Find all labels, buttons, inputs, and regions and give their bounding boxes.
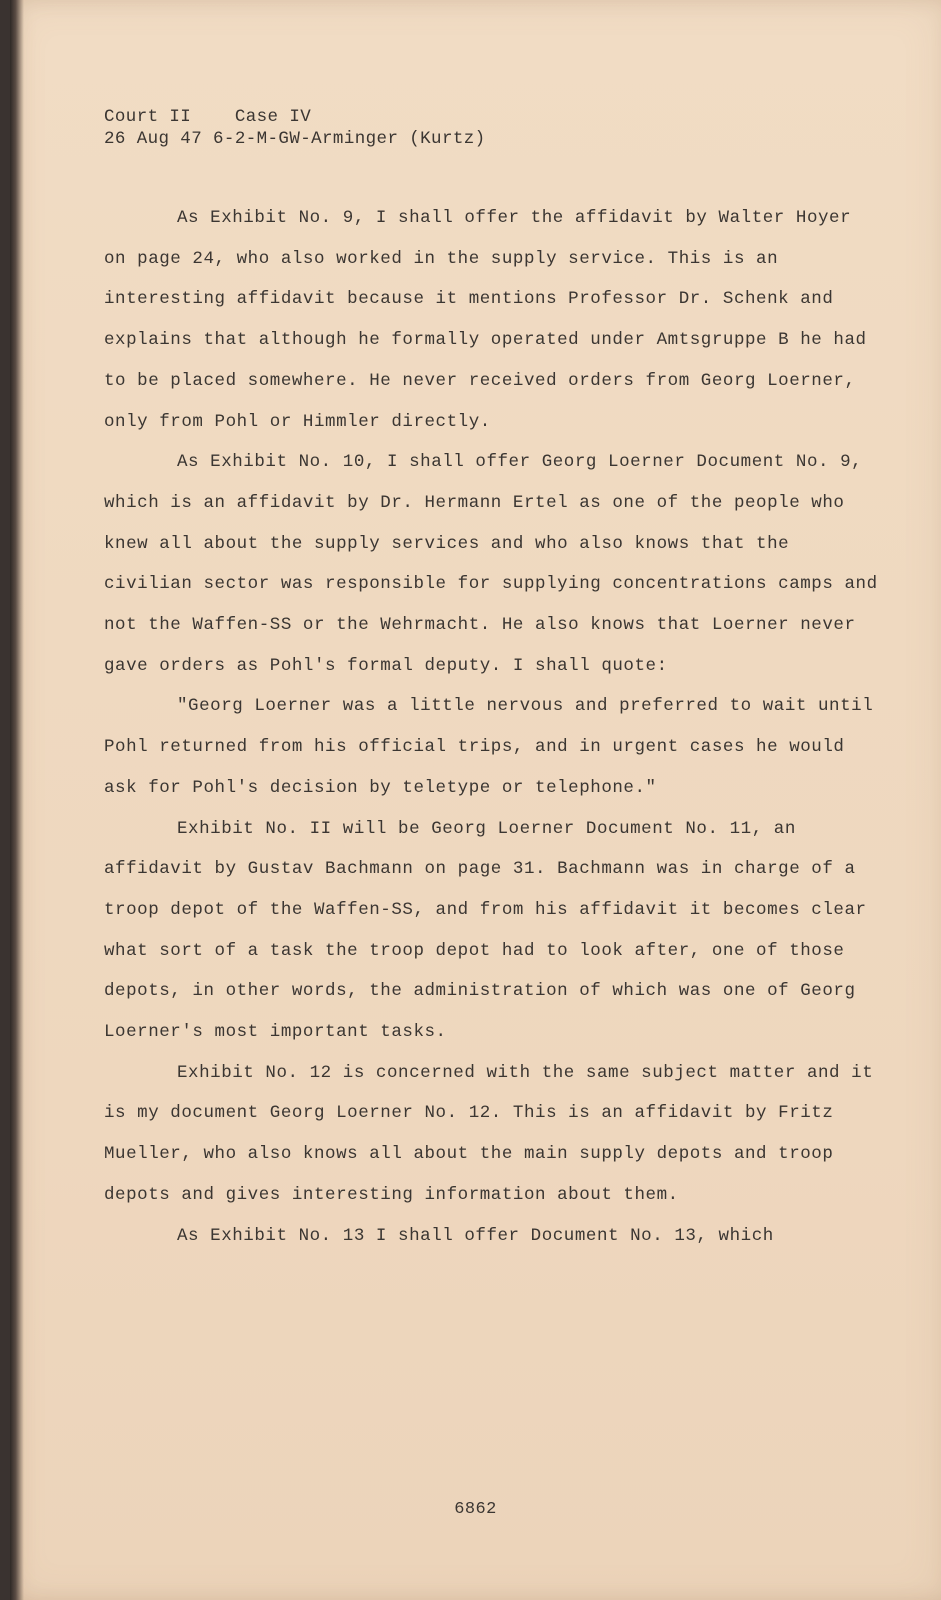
paragraph-exhibit-9: As Exhibit No. 9, I shall offer the affidavit by Walter Hoyer on page 24, who also worked in the supply service. This is an interesting affidavit because it mentions Professor Dr. Schenk and explains that although he formally operated under Amtsgruppe B he had to be placed somewhere. He never received orders from Georg Loerner, only from Pohl or Himmler directly. bbox=[104, 208, 867, 432]
document-page bbox=[10, 0, 941, 1600]
page-number: 6862 bbox=[454, 1500, 497, 1519]
document-header bbox=[104, 106, 486, 150]
torn-left-edge bbox=[10, 0, 24, 1600]
transcript-body bbox=[104, 198, 884, 1256]
header-court-case: Court II Case IV bbox=[104, 107, 312, 127]
paragraph-exhibit-12: Exhibit No. 12 is concerned with the same subject matter and it is my document Georg Loerner No. 12. This is an affidavit by Fritz Mueller, who also knows all about the main supply depots and troop depots and gives interesting information about them. bbox=[104, 1062, 874, 1205]
paragraph-exhibit-11: Exhibit No. II will be Georg Loerner Document No. 11, an affidavit by Gustav Bachmann on page 31. Bachmann was in charge of a troop depot of the Waffen-SS, and from his affidavit it becomes clear what sort of a task the troop depot had to look after, one of those depots, in other words, the administration of which was one of Georg Loerner's most important tasks. bbox=[104, 818, 867, 1043]
paragraph-exhibit-10: As Exhibit No. 10, I shall offer Georg Loerner Document No. 9, which is an affidavit by Dr. Hermann Ertel as one of the people who knew all about the supply services and who also knows that the civilian sector was responsible for supplying concentrations camps and not the Waffen-SS or the Wehrmacht. He also knows that Loerner never gave orders as Pohl's formal deputy. I shall quote: bbox=[104, 452, 878, 676]
paragraph-exhibit-13: As Exhibit No. 13 I shall offer Document No. 13, which bbox=[177, 1225, 774, 1246]
quoted-passage: "Georg Loerner was a little nervous and preferred to wait until Pohl returned from his official trips, and in urgent cases he would ask for Pohl's decision by teletype or telephone." bbox=[104, 696, 874, 798]
header-date-reference: 26 Aug 47 6-2-M-GW-Arminger (Kurtz) bbox=[104, 129, 486, 149]
